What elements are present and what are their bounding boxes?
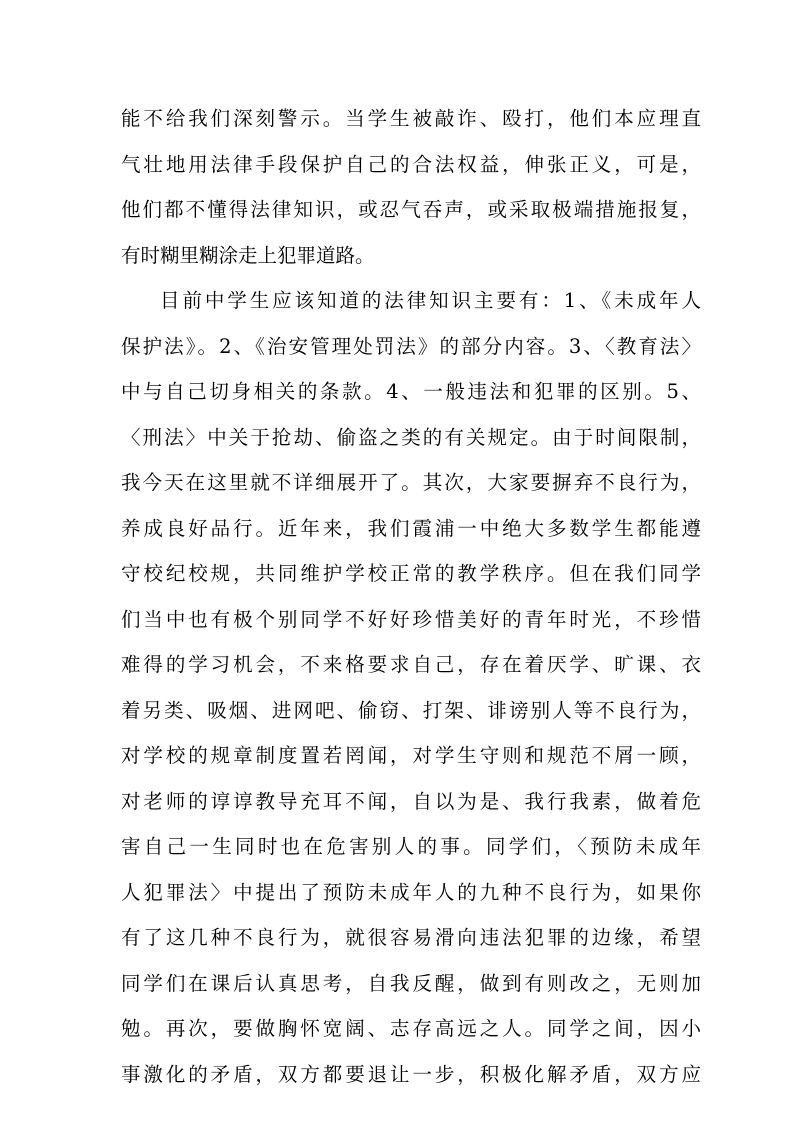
paragraph-2-line-4: 〈刑法〉中关于抢劫、偷盗之类的有关规定。由于时间限制， <box>121 425 701 449</box>
paragraph-2-line-16: 同学们在课后认真思考，自我反醒，做到有则改之，无则加 <box>121 971 701 995</box>
paragraph-2-line-1: 目前中学生应该知道的法律知识主要有：1、《未成年人 <box>160 289 701 312</box>
paragraph-2-line-7: 守校纪校规，共同维护学校正常的教学秩序。但在我们同学 <box>121 562 701 585</box>
paragraph-2-line-10: 着另类、吸烟、进网吧、偷窃、打架、诽谤别人等不良行为， <box>121 698 701 722</box>
paragraph-2-line-2: 保护法》。2、《治安管理处罚法》的部分内容。3、〈教育法〉 <box>121 334 701 358</box>
paragraph-2-line-11: 对学校的规章制度置若罔闻，对学生守则和规范不屑一顾， <box>121 744 701 767</box>
paragraph-1-line-1: 能不给我们深刻警示。当学生被敲诈、殴打，他们本应理直 <box>121 107 701 130</box>
paragraph-1-line-4: 有时糊里糊涂走上犯罪道路。 <box>121 243 375 267</box>
paragraph-2-line-14: 人犯罪法〉中提出了预防未成年人的九种不良行为，如果你 <box>121 880 701 904</box>
paragraph-2-line-5: 我今天在这里就不详细展开了。其次，大家要摒弃不良行为， <box>121 471 701 494</box>
paragraph-2-line-9: 难得的学习机会，不来格要求自己，存在着厌学、旷课、衣 <box>121 653 701 676</box>
paragraph-2-line-18: 事激化的矛盾，双方都要退让一步，积极化解矛盾，双方应 <box>121 1062 701 1086</box>
document-body <box>121 96 701 1097</box>
paragraph-2-line-13: 害自己一生同时也在危害别人的事。同学们，〈预防未成年 <box>121 835 701 858</box>
paragraph-2-line-12: 对老师的谆谆教导充耳不闻，自以为是、我行我素，做着危 <box>121 789 701 813</box>
paragraph-2-line-17: 勉。再次，要做胸怀宽阔、志存高远之人。同学之间，因小 <box>121 1017 701 1040</box>
paragraph-2-line-6: 养成良好品行。近年来，我们霞浦一中绝大多数学生都能遵 <box>121 516 701 540</box>
paragraph-2-line-15: 有了这几种不良行为，就很容易滑向违法犯罪的边缘，希望 <box>121 926 701 949</box>
paragraph-1-line-3: 他们都不懂得法律知识，或忍气吞声，或采取极端措施报复， <box>121 198 701 221</box>
paragraph-2-line-3: 中与自己切身相关的条款。4、一般违法和犯罪的区别。5、 <box>121 380 701 403</box>
paragraph-2-line-8: 们当中也有极个别同学不好好珍惜美好的青年时光，不珍惜 <box>121 607 701 631</box>
paragraph-1-line-2: 气壮地用法律手段保护自己的合法权益，伸张正义，可是， <box>121 152 701 176</box>
